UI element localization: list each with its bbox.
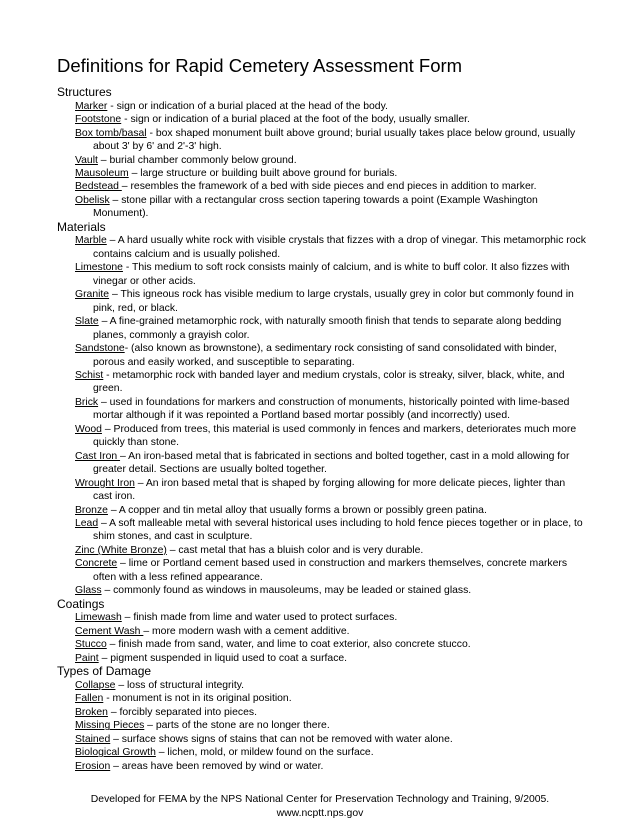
page-title: Definitions for Rapid Cemetery Assessment Form [57,55,463,76]
definition-description: – cast metal that has a bluish color and is very durable. [166,544,424,556]
definition-text [75,194,587,221]
definition-term: Granite [75,289,110,301]
definition-description: – This igneous rock has visible medium to large crystals, usually grey in color but commonly found in pink, red, or black. [93,289,574,314]
definition-description: – stone pillar with a rectangular cross section tapering towards a point (Example Washington Monument). [93,194,538,220]
definitions-list [57,86,587,773]
definition-description: – parts of the stone are no longer there. [144,720,330,732]
definition-text [75,679,587,692]
definition-text [75,288,587,315]
definition-term: Stucco [75,639,107,651]
definition-entry [57,396,587,423]
definition-text [75,167,587,180]
definition-description: – An iron based metal that is shaped by forging allowing for more delicate pieces, lighter than cast iron. [93,477,566,503]
definition-description: – resembles the framework of a bed with side pieces and end pieces in addition to marker. [121,181,537,193]
definition-text [75,180,587,193]
definition-term: Wrought Iron [75,477,135,489]
definition-term: Sandstone [75,343,125,355]
definition-term: Brick [75,396,99,408]
definition-term: Footstone [75,114,122,126]
definition-text [75,450,587,477]
definition-description: – surface shows signs of stains that can not be removed with water alone. [110,733,453,745]
definition-entry [57,692,587,705]
definition-entry [57,733,587,746]
definition-term: Obelisk [75,194,110,206]
definition-entry [57,625,587,638]
definition-text [75,154,587,167]
definition-term: Zinc (White Bronze) [75,544,167,556]
definition-text [75,423,587,450]
definition-text [75,477,587,504]
definition-term: Concrete [75,558,118,570]
definition-description: - (also known as brownstone), a sedimentary rock consisting of sand consolidated with binder, porous and easily worked, and susceptible to separating. [93,343,557,368]
definition-text [75,396,587,423]
definition-description: – burial chamber commonly below ground. [97,154,297,166]
definition-entry [57,652,587,665]
definition-term: Vault [75,154,98,166]
definition-term: Marble [75,235,107,247]
definition-term: Stained [75,733,111,745]
definition-text [75,652,587,665]
definition-description: – lime or Portland cement based used in construction and markers themselves, concrete markers often with a less refined appearance. [93,558,568,583]
definition-entry [57,113,587,126]
definition-text [75,584,587,597]
definition-text [75,369,587,396]
definition-term: Slate [75,316,99,328]
definition-description: - sign or indication of a burial placed at the head of the body. [107,100,388,112]
definition-text [75,746,587,759]
definition-term: Biological Growth [75,747,156,759]
definition-description: – Produced from trees, this material is used commonly in fences and markers, deteriorates much more quickly than stone. [93,423,577,449]
definition-entry [57,557,587,584]
definition-term: Lead [75,518,99,529]
definition-description: - monument is not in its original position. [103,693,292,705]
definition-description: – lichen, mold, or mildew found on the surface. [155,747,374,759]
definition-description: – A soft malleable metal with several historical uses including to hold fence pieces together or in place, to shim stones, and cast in sculpture. [93,518,583,543]
definition-entry [57,544,587,557]
definition-term: Fallen [75,693,104,705]
definition-entry [57,180,587,193]
definition-entry [57,234,587,261]
definition-description: – used in foundations for markers and construction of monuments, historically pointed with lime-based mortar although if it was repointed a Portland based mortar possibly (and incorrectly) used. [93,396,570,422]
definition-term: Paint [75,652,99,664]
definition-text [75,544,587,557]
definition-description: – more modern wash with a cement additive. [143,625,350,637]
definition-text [75,760,587,773]
definition-description: – forcibly separated into pieces. [107,706,257,718]
footer [0,793,640,820]
definition-term: Schist [75,370,104,382]
definition-term: Mausoleum [75,167,129,179]
definition-term: Cast Iron [75,450,121,462]
footer-url: www.ncptt.nps.gov [276,807,364,819]
section-heading: Structures [57,85,112,99]
definition-entry [57,154,587,167]
definition-text [75,342,587,369]
definition-entry [57,288,587,315]
definition-term: Cement Wash [75,625,144,637]
definition-text [75,557,587,584]
definition-entry [57,127,587,154]
definition-description: - This medium to soft rock consists mainly of calcium, and is white to buff color. It also fizzes with vinegar or other acids. [93,262,570,287]
definition-term: Wood [75,423,102,435]
definition-term: Collapse [75,679,116,691]
footer-credit: Developed for FEMA by the NPS National Center for Preservation Technology and Training, 9/2005. [90,794,550,805]
definition-text [75,113,587,126]
definition-term: Bronze [75,504,108,516]
definition-term: Marker [75,100,108,112]
section-heading: Types of Damage [57,664,152,679]
definition-entry [57,261,587,288]
definition-text [75,315,587,342]
definition-term: Limestone [75,262,123,274]
definition-entry [57,100,587,113]
definition-description: – finish made from lime and water used to protect surfaces. [121,612,398,624]
definition-entry [57,584,587,597]
definition-term: Limewash [75,612,122,624]
definition-entry [57,315,587,342]
definition-description: – loss of structural integrity. [115,679,245,691]
definition-entry [57,450,587,477]
definition-text [75,517,587,544]
definition-text [75,638,587,651]
definition-term: Glass [75,585,102,597]
definition-description: – commonly found as windows in mausoleums, may be leaded or stained glass. [101,585,472,597]
definition-entry [57,638,587,651]
definition-entry [57,504,587,517]
definition-text [75,706,587,719]
definition-entry [57,423,587,450]
definition-text [75,504,587,517]
definition-entry [57,706,587,719]
definition-text [75,733,587,746]
definition-entry [57,194,587,221]
definition-text [75,261,587,288]
definition-description: – An iron-based metal that is fabricated in sections and bolted together, cast in a mold allowing for greater detail. Sections are usually bolted together. [93,450,570,476]
definition-entry [57,719,587,732]
definition-description: - box shaped monument built above ground; burial usually takes place below ground, usually about 3' by 6' and 2'-3' high. [93,127,576,153]
definition-entry [57,679,587,692]
definition-text [75,611,587,624]
definition-description: – pigment suspended in liquid used to coat a surface. [98,652,348,664]
definition-description: – large structure or building built above ground for burials. [128,167,398,179]
definition-term: Box tomb/basal [75,127,147,139]
definition-term: Bedstead [75,181,122,193]
definition-text [75,692,587,705]
definition-text [75,625,587,638]
definition-description: - metamorphic rock with banded layer and medium crystals, color is streaky, silver, black, white, and green. [93,370,565,395]
definition-text [75,127,587,154]
definition-entry [57,167,587,180]
definition-term: Missing Pieces [75,720,145,732]
definition-entry [57,369,587,396]
definition-description: – A copper and tin metal alloy that usually forms a brown or possibly green patina. [107,504,487,516]
definition-entry [57,746,587,759]
definition-description: – areas have been removed by wind or water. [110,760,324,772]
definition-term: Erosion [75,760,111,772]
definition-text [75,719,587,732]
definition-description: – A hard usually white rock with visible crystals that fizzes with a drop of vinegar. This metamorphic rock contains calcium and is usually polished. [93,235,586,260]
definition-term: Broken [75,706,108,718]
definition-entry [57,477,587,504]
definition-entry [57,760,587,773]
definition-entry [57,611,587,624]
definition-entry [57,517,587,544]
definition-entry [57,342,587,369]
definition-description: – finish made from sand, water, and lime to coat exterior, also concrete stucco. [106,639,471,651]
section-heading: Materials [57,219,106,234]
definition-text [75,100,587,113]
section-heading: Coatings [57,596,105,611]
definition-description: - sign or indication of a burial placed at the foot of the body, usually smaller. [121,114,470,126]
definition-text [75,234,587,261]
definition-description: – A fine-grained metamorphic rock, with naturally smooth finish that tends to separate along bedding planes, commonly a grayish color. [93,316,562,341]
